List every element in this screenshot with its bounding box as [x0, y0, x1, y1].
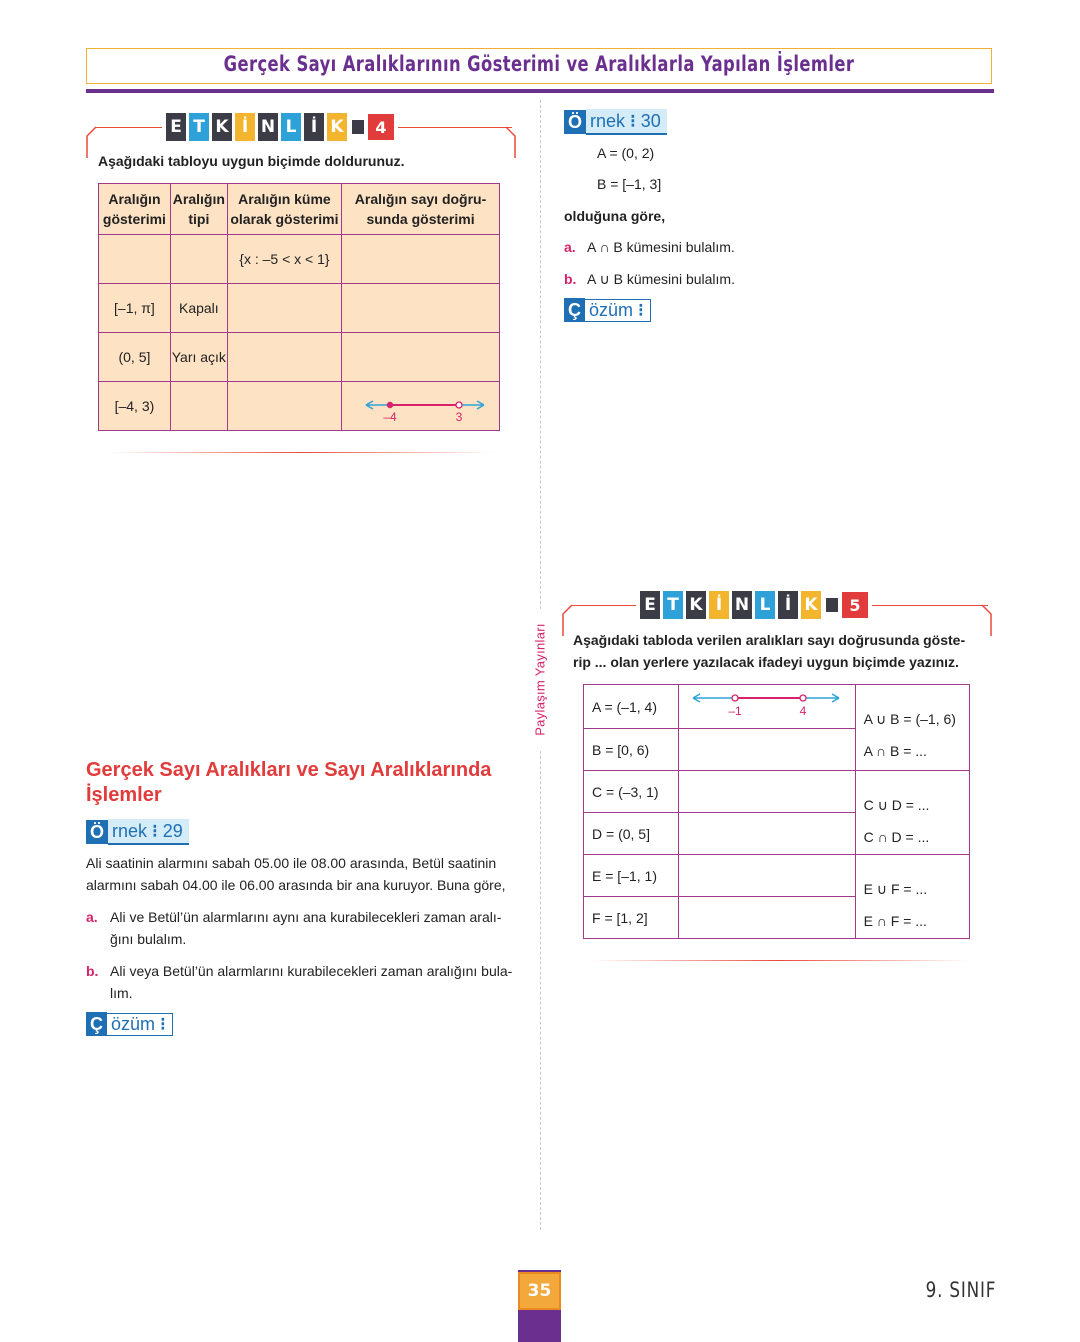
example30-part-a	[564, 236, 735, 258]
operations-cell	[855, 855, 969, 939]
part-label: a.	[86, 909, 98, 925]
example29-solution-label	[86, 1012, 173, 1036]
numberline-cell[interactable]	[678, 855, 855, 897]
label-initial: Ç	[86, 1012, 107, 1036]
numberline-cell[interactable]	[342, 333, 500, 382]
table-row	[584, 855, 970, 897]
instruction-line: rip ... olan yerlere yazılacak ifadeyi uygun biçimde yazınız.	[573, 654, 959, 670]
activity5-bottom-rule	[590, 960, 970, 961]
operation-text[interactable]: E ∩ F = ...	[863, 913, 927, 929]
banner-tile: L	[755, 591, 775, 619]
table-row	[99, 235, 500, 284]
numberline-cell[interactable]	[342, 284, 500, 333]
set-cell[interactable]	[227, 382, 341, 431]
operations-cell	[855, 771, 969, 855]
activity4-instruction: Aşağıdaki tabloyu uygun biçimde doldurunuz.	[98, 153, 405, 169]
notation-cell: (0, 5]	[99, 333, 171, 382]
part-label: a.	[564, 239, 576, 255]
tick-label: 3	[455, 409, 462, 424]
header-text: sunda gösterimi	[366, 211, 475, 227]
label-separator-icon: ⁝	[630, 111, 636, 131]
operation-text[interactable]: C ∪ D = ...	[863, 797, 930, 813]
set-cell: A = (–1, 4)	[584, 685, 679, 729]
set-cell: {x : –5 < x < 1}	[227, 235, 341, 284]
numberline-cell[interactable]	[678, 771, 855, 813]
label-initial: Ö	[564, 110, 586, 134]
table-row	[99, 382, 500, 431]
banner-tile: K	[801, 591, 821, 619]
page-header-title: Gerçek Sayı Aralıklarının Gösterimi ve Aralıklarla Yapılan İşlemler	[223, 52, 855, 76]
open-endpoint	[800, 695, 806, 701]
header-text: Aralığın sayı doğru-	[354, 191, 487, 207]
label-rest	[107, 1013, 173, 1036]
banner-tile: E	[640, 591, 660, 619]
banner-tile: T	[189, 113, 209, 141]
number-line-diagram	[679, 685, 855, 725]
label-initial: Ö	[86, 820, 108, 844]
label-rest	[586, 109, 667, 135]
banner-tile: K	[686, 591, 706, 619]
table-row	[99, 333, 500, 382]
activity5-instruction	[573, 629, 965, 673]
banner-tile: N	[732, 591, 752, 619]
open-endpoint	[732, 695, 738, 701]
label-rest	[585, 299, 651, 322]
label-separator-icon: ⁝	[160, 1013, 166, 1034]
text-line: Ali veya Betül’ün alarmlarını kurabilecekleri zaman aralığını bula-	[110, 963, 513, 979]
activity5-number: 5	[842, 592, 868, 618]
banner-tile: İ	[709, 591, 729, 619]
table-row	[584, 685, 970, 729]
page-number: 35	[518, 1272, 561, 1310]
tick-label: –1	[727, 704, 742, 718]
type-cell: Kapalı	[170, 284, 227, 333]
banner-tile: K	[327, 113, 347, 141]
example29-part-a	[86, 906, 526, 950]
example30-part-b	[564, 268, 735, 290]
operations-cell	[855, 685, 969, 771]
table-header-cell	[227, 184, 341, 235]
notation-cell: [–4, 3)	[99, 382, 171, 431]
grade-label: 9. SINIF	[925, 1278, 996, 1302]
text-line: alarmını sabah 04.00 ile 06.00 arasında bir ana kuruyor. Buna göre,	[86, 877, 506, 893]
label-word: rnek	[112, 821, 148, 841]
example29-label	[86, 820, 189, 844]
notation-cell[interactable]	[99, 235, 171, 284]
table-header-cell	[99, 184, 171, 235]
example29-text	[86, 852, 526, 896]
banner-tile: K	[212, 113, 232, 141]
tick-label: 4	[799, 704, 806, 718]
type-cell: Yarı açık	[170, 333, 227, 382]
numberline-cell[interactable]	[342, 235, 500, 284]
example-number: 30	[640, 111, 661, 131]
operation-text[interactable]: E ∪ F = ...	[863, 881, 928, 897]
example30-set-b: B = [–1, 3]	[597, 176, 662, 192]
banner-tile: N	[258, 113, 278, 141]
label-word: özüm	[589, 299, 634, 320]
header-text: gösterimi	[102, 211, 166, 227]
banner-tile: L	[281, 113, 301, 141]
table-header-cell	[170, 184, 227, 235]
label-rest	[108, 819, 189, 845]
publisher-side-label: Paylaşım Yayınları	[533, 610, 548, 750]
label-separator-icon: ⁝	[638, 299, 644, 320]
text-line: A ∩ B kümesini bulalım.	[587, 239, 735, 255]
type-cell[interactable]	[170, 382, 227, 431]
banner-tile: İ	[304, 113, 324, 141]
example29-part-b	[86, 960, 526, 1004]
activity4-table	[98, 183, 500, 431]
activity5-banner	[636, 591, 872, 619]
label-word: özüm	[111, 1013, 156, 1034]
text-line: A ∪ B kümesini bulalım.	[587, 271, 735, 287]
header-text: Aralığın küme	[238, 191, 331, 207]
numberline-cell[interactable]	[678, 813, 855, 855]
banner-tile: T	[663, 591, 683, 619]
table-row	[99, 284, 500, 333]
operation-text[interactable]: C ∩ D = ...	[863, 829, 930, 845]
text-line: ğını bulalım.	[110, 931, 187, 947]
example30-label	[564, 110, 667, 134]
section-title	[86, 758, 491, 808]
activity4-number: 4	[368, 114, 394, 140]
set-cell: F = [1, 2]	[584, 897, 679, 939]
set-cell: C = (–3, 1)	[584, 771, 679, 813]
banner-tile: İ	[235, 113, 255, 141]
set-cell[interactable]	[227, 333, 341, 382]
set-cell[interactable]	[227, 284, 341, 333]
notation-cell: [–1, π]	[99, 284, 171, 333]
label-word: rnek	[590, 111, 626, 131]
text-line: Ali saatinin alarmını sabah 05.00 ile 08.00 arasında, Betül saatinin	[86, 855, 497, 871]
numberline-cell	[678, 685, 855, 729]
number-line-diagram	[346, 385, 496, 425]
text-line: lım.	[110, 985, 133, 1001]
example30-solution-label	[564, 298, 651, 322]
open-endpoint	[456, 402, 462, 408]
header-rule	[86, 89, 994, 93]
numberline-cell	[342, 382, 500, 431]
label-separator-icon: ⁝	[152, 821, 158, 841]
set-cell: E = [–1, 1)	[584, 855, 679, 897]
type-cell[interactable]	[170, 235, 227, 284]
closed-endpoint	[386, 401, 392, 407]
text-line: Ali ve Betül’ün alarmlarını aynı ana kurabilecekleri zaman aralı-	[110, 909, 502, 925]
part-label: b.	[564, 271, 577, 287]
table-row	[584, 771, 970, 813]
operation-text[interactable]: A ∩ B = ...	[863, 743, 927, 759]
header-text: Aralığın	[108, 191, 161, 207]
numberline-cell[interactable]	[678, 897, 855, 939]
numberline-cell[interactable]	[678, 729, 855, 771]
activity4-banner	[162, 113, 398, 141]
header-text: Aralığın	[172, 191, 225, 207]
banner-tile: İ	[778, 591, 798, 619]
table-header-cell	[342, 184, 500, 235]
section-title-line: İşlemler	[86, 784, 162, 806]
example30-given: olduğuna göre,	[564, 208, 666, 224]
banner-connector	[826, 598, 838, 612]
example30-set-a: A = (0, 2)	[597, 145, 655, 161]
set-cell: D = (0, 5]	[584, 813, 679, 855]
label-initial: Ç	[564, 298, 585, 322]
set-cell: B = [0, 6)	[584, 729, 679, 771]
instruction-line: Aşağıdaki tabloda verilen aralıkları sayı doğrusunda göste-	[573, 632, 966, 648]
header-text: olarak gösterimi	[230, 211, 339, 227]
section-title-line: Gerçek Sayı Aralıkları ve Sayı Aralıklarında	[86, 759, 492, 781]
activity4-bottom-rule	[110, 452, 495, 453]
tick-label: –4	[382, 409, 397, 424]
banner-connector	[352, 120, 364, 134]
header-text: tipi	[188, 211, 210, 227]
operation-text: A ∪ B = (–1, 6)	[863, 711, 956, 727]
activity5-table	[583, 684, 970, 939]
banner-tile: E	[166, 113, 186, 141]
part-label: b.	[86, 963, 99, 979]
example-number: 29	[162, 821, 183, 841]
